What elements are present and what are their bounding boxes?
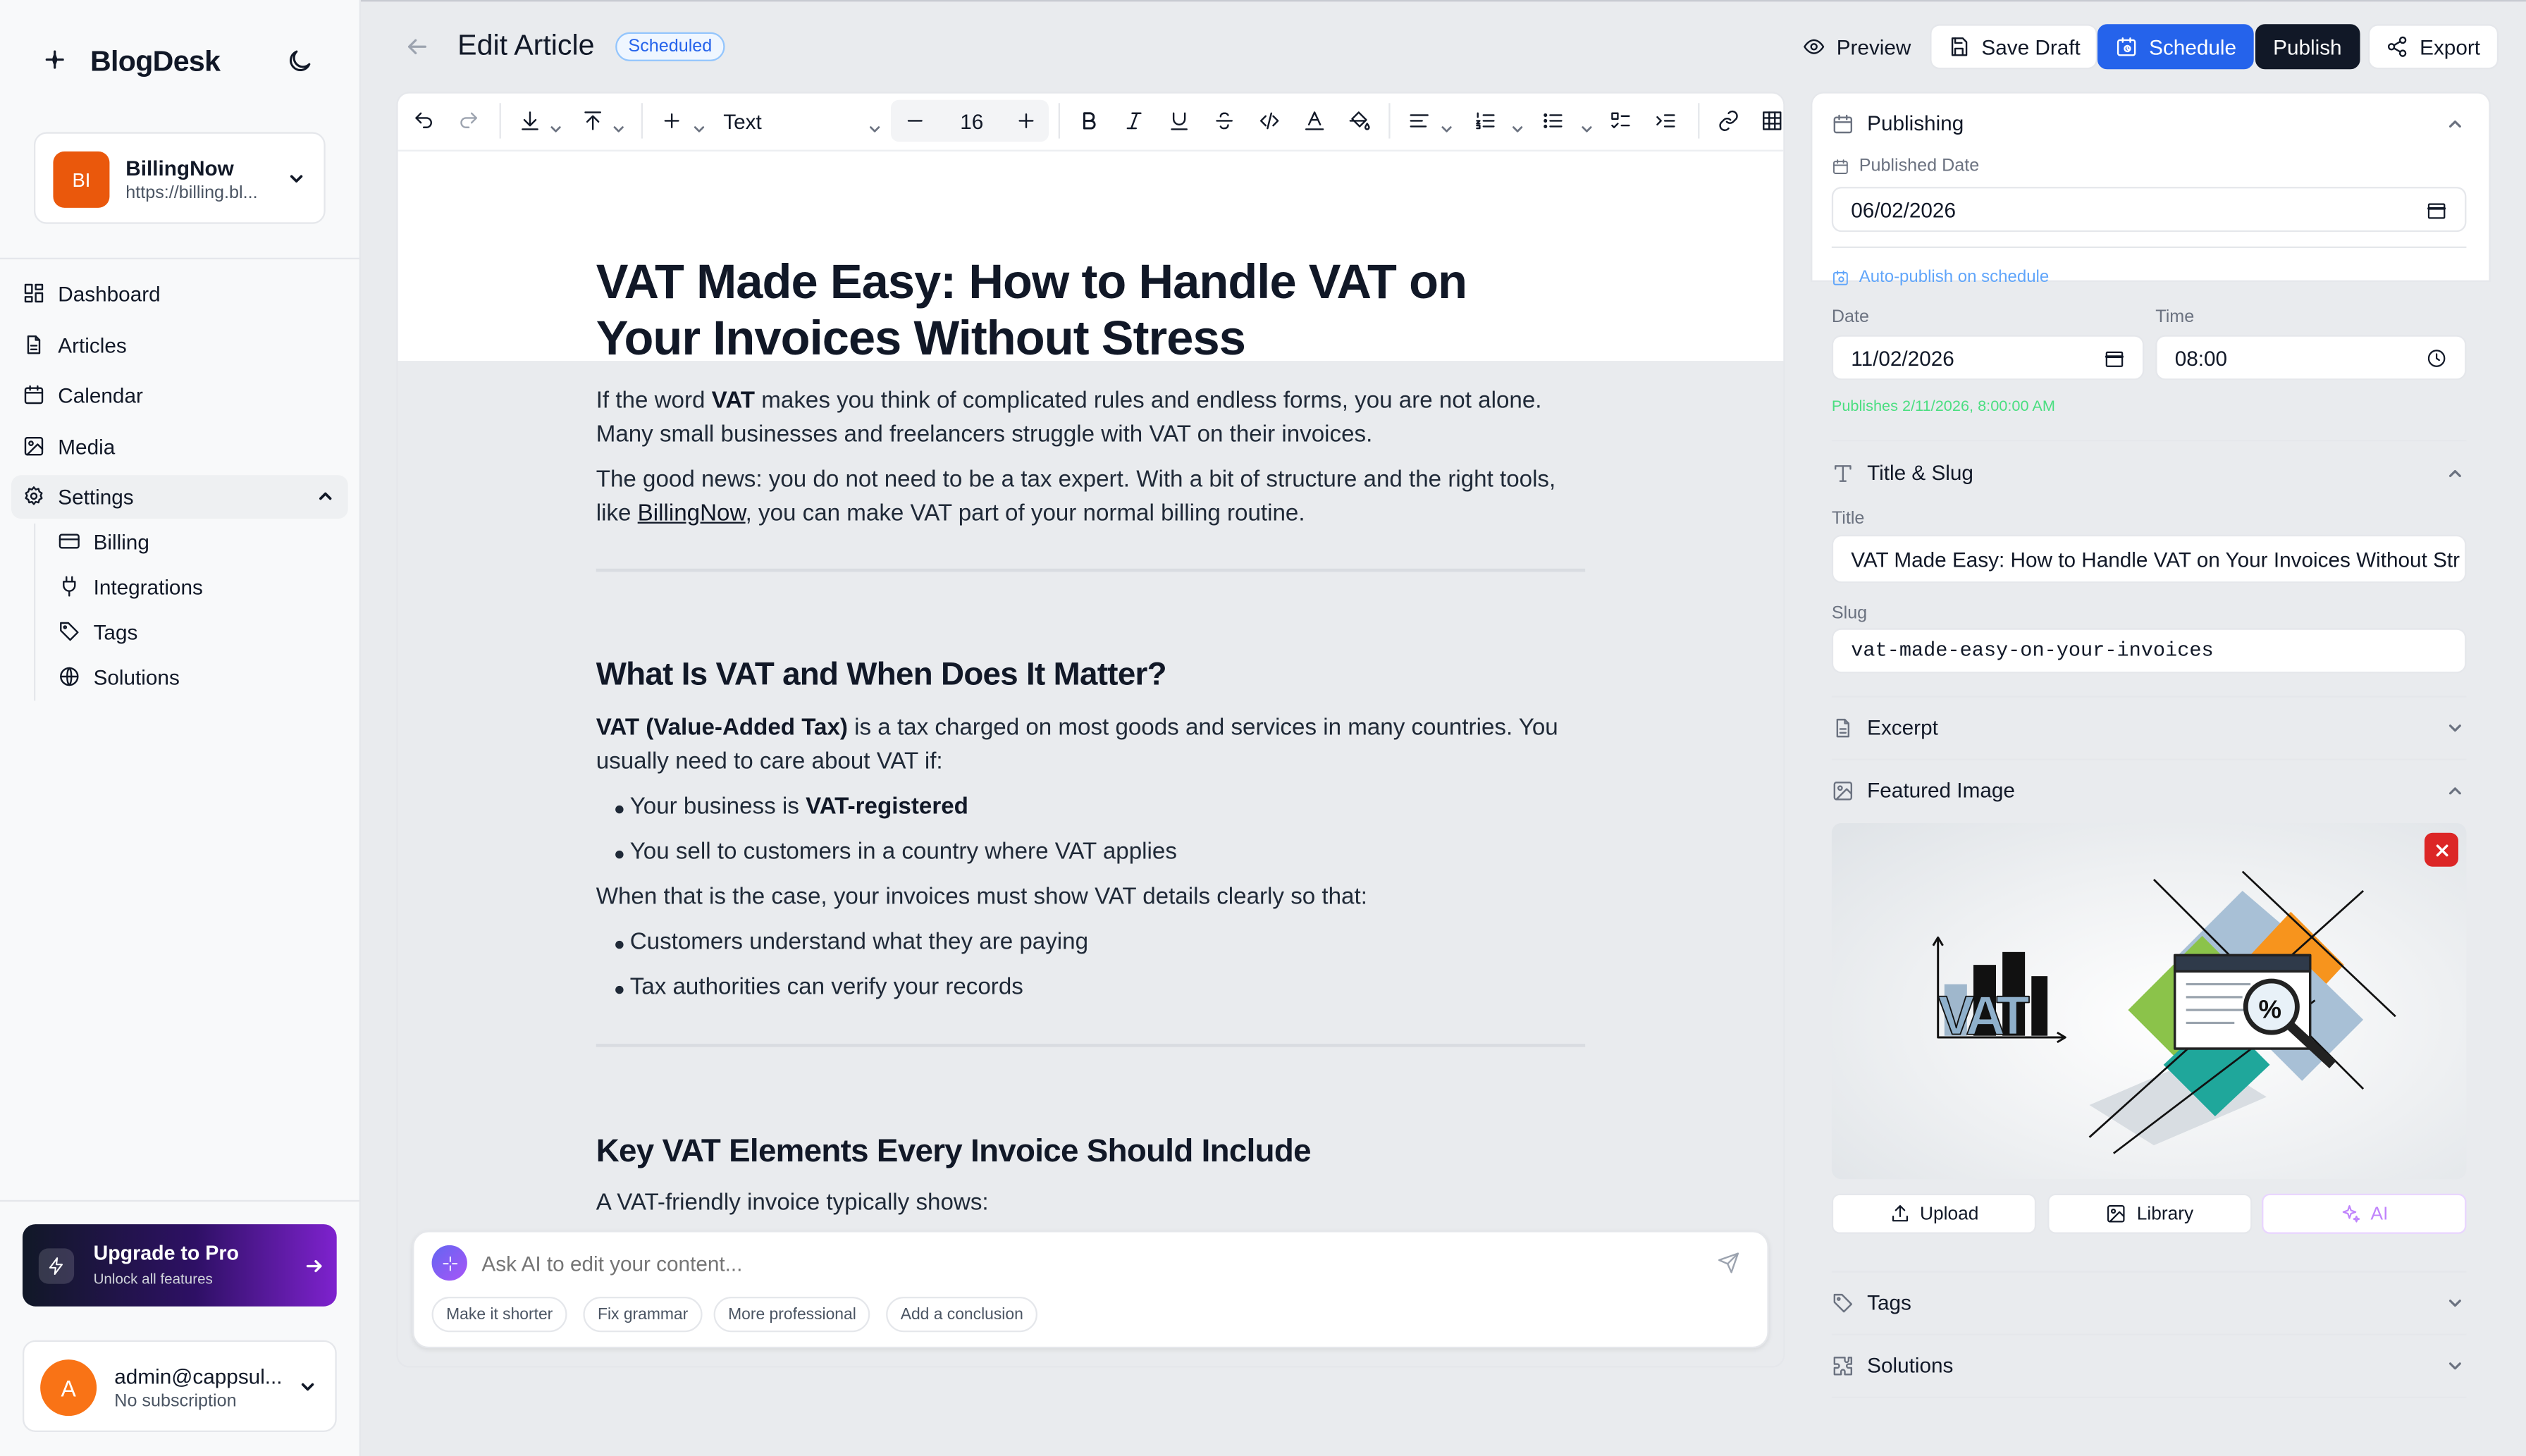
puzzle-icon [1832, 1354, 1854, 1376]
nav-dashboard-label: Dashboard [58, 280, 161, 306]
nav-billing-label: Billing [93, 529, 149, 554]
image-icon [1832, 779, 1854, 801]
send-icon[interactable] [1718, 1252, 1740, 1274]
save-icon [1947, 35, 1970, 58]
excerpt-section-header[interactable] [1832, 715, 1938, 739]
top-border [361, 0, 2526, 1]
bullet-icon [615, 806, 623, 813]
close-icon [2434, 841, 2450, 858]
nav-calendar[interactable] [23, 376, 143, 414]
calendar-icon [2426, 199, 2447, 221]
arrow-right-icon [304, 1257, 324, 1276]
chevron-down-icon [1511, 116, 1524, 129]
nav-solutions-label: Solutions [93, 664, 180, 689]
type-icon [1832, 462, 1854, 484]
toolbar-separator [1059, 103, 1060, 138]
eye-icon [1803, 35, 1825, 58]
text: The good news: you do not need to be a tax expert. With a bit of structure and the right tools, like [596, 467, 1556, 527]
preview-label: Preview [1836, 35, 1911, 59]
divider [1832, 759, 2467, 760]
text: Customers understand what they are paying [629, 929, 1089, 956]
vat-image-text: VAT [1937, 985, 2026, 1047]
solutions-title: Solutions [1867, 1352, 1954, 1378]
chevron-down-icon [868, 116, 881, 129]
file-text-icon [1832, 716, 1854, 739]
slug-label: Slug [1831, 604, 1868, 624]
calendar-clock-icon [2115, 35, 2138, 58]
workspace-selector[interactable] [34, 132, 326, 223]
sidebar [0, 0, 361, 1456]
upgrade-title: Upgrade to Pro [93, 1242, 239, 1265]
library-label: Library [2136, 1204, 2194, 1223]
schedule-time-value: 08:00 [2174, 345, 2228, 370]
sparkle-icon [42, 47, 68, 73]
title-input[interactable] [1832, 535, 2467, 584]
export-label: Export [2420, 35, 2481, 59]
time-label: Time [2155, 307, 2195, 327]
slug-input-value: vat-made-easy-on-your-invoices [1851, 639, 2214, 662]
schedule-button[interactable] [2097, 24, 2254, 69]
schedule-date-input[interactable] [1832, 335, 2144, 380]
upload-label: Upload [1920, 1204, 1979, 1223]
nav-settings[interactable] [23, 477, 134, 516]
publishing-section-header[interactable] [1832, 111, 1964, 135]
ai-image-button[interactable] [2262, 1194, 2466, 1234]
bold-text: VAT-registered [806, 794, 968, 820]
undo-icon[interactable] [412, 109, 435, 132]
minus-icon[interactable] [904, 109, 926, 132]
align-left-icon[interactable] [1408, 109, 1431, 132]
lightning-icon [39, 1248, 74, 1283]
divider [1832, 247, 2467, 248]
ai-sparkle-icon [432, 1245, 467, 1281]
article-title[interactable]: VAT Made Easy: How to Handle VAT on Your Invoices Without Stress [596, 256, 1467, 366]
text: makes you think of complicated rules and endless forms, you are not alone. Many small businesses and freelancers struggle with VAT on their invoices. [596, 388, 1542, 448]
user-email: admin@cappsul... [114, 1364, 283, 1389]
bold-text: VAT [711, 388, 756, 414]
chevron-down-icon[interactable] [2446, 1357, 2465, 1376]
preview-button[interactable] [1785, 24, 1929, 69]
bullet-list-icon[interactable] [1541, 109, 1564, 132]
submenu-line [34, 524, 35, 701]
divider [1832, 440, 2467, 441]
table-icon[interactable] [1761, 109, 1783, 132]
bullet-icon [615, 986, 623, 994]
title-label: Title [1831, 509, 1865, 529]
checklist-icon[interactable] [1609, 109, 1632, 132]
publishing-title: Publishing [1867, 111, 1964, 135]
chevron-up-icon[interactable] [2446, 114, 2465, 133]
nav-media-label: Media [58, 433, 116, 459]
download-icon[interactable] [519, 109, 541, 132]
calendar-icon [1832, 157, 1849, 175]
paragraph[interactable]: When that is the case, your invoices must show VAT details clearly so that: [596, 884, 1367, 911]
featured-image-section-header[interactable] [1832, 778, 2015, 802]
title-input-value: VAT Made Easy: How to Handle VAT on Your Invoices Without Str [1851, 546, 2460, 572]
redo-icon[interactable] [457, 109, 480, 132]
text: If the word [596, 388, 712, 414]
heading-2[interactable]: Key VAT Elements Every Invoice Should Include [596, 1134, 1311, 1170]
image-icon [23, 435, 45, 457]
chevron-up-icon[interactable] [2446, 464, 2465, 483]
toolbar-divider [398, 150, 1785, 152]
image-icon [2106, 1203, 2127, 1224]
chevron-up-icon[interactable] [2446, 782, 2465, 801]
chevron-down-icon[interactable] [2446, 718, 2465, 737]
ai-chip-shorter[interactable]: Make it shorter [432, 1297, 567, 1332]
nav-articles[interactable] [23, 326, 127, 364]
chevron-down-icon [1440, 116, 1453, 129]
ai-prompt-input[interactable] [481, 1248, 1673, 1277]
divider [1832, 696, 2467, 697]
dashboard-icon [23, 282, 45, 304]
nav-calendar-label: Calendar [58, 382, 143, 407]
upload-icon[interactable] [581, 109, 604, 132]
nav-integrations-label: Integrations [93, 574, 203, 599]
ai-image-label: AI [2370, 1204, 2389, 1223]
upgrade-subtitle: Unlock all features [93, 1271, 213, 1288]
indent-icon[interactable] [1654, 109, 1677, 132]
clock-icon [2426, 348, 2447, 369]
ai-chip-professional[interactable]: More professional [714, 1297, 871, 1332]
strikethrough-icon[interactable] [1213, 109, 1236, 132]
remove-image-button[interactable] [2425, 833, 2458, 867]
nav-integrations[interactable] [58, 569, 203, 604]
workspace-url: https://billing.bl... [125, 183, 258, 203]
chevron-down-icon[interactable] [2446, 1293, 2465, 1312]
ordered-list-icon[interactable] [1474, 109, 1496, 132]
title-slug-section-header[interactable] [1832, 461, 1973, 485]
paragraph[interactable] [596, 464, 1563, 531]
toolbar-separator [500, 103, 501, 138]
list-item[interactable] [630, 839, 1177, 865]
paragraph[interactable]: A VAT-friendly invoice typically shows: [596, 1190, 989, 1216]
italic-icon[interactable] [1123, 109, 1145, 132]
chevron-up-icon [316, 486, 335, 505]
text-color-icon[interactable] [1303, 109, 1326, 132]
font-size-value[interactable]: 16 [960, 109, 984, 134]
text: is a tax charged on most goods and services in many countries. You usually need to care about VAT if: [596, 715, 1558, 775]
calendar-clock-icon [1832, 269, 1849, 286]
status-badge: Scheduled [615, 32, 725, 61]
excerpt-title: Excerpt [1867, 715, 1938, 740]
toolbar-separator [1698, 103, 1699, 138]
slug-input[interactable] [1832, 628, 2467, 673]
horizontal-rule [596, 1044, 1585, 1047]
published-date-label: Published Date [1859, 156, 1980, 176]
chevron-down-icon [287, 169, 306, 188]
gear-icon [23, 485, 45, 507]
billingnow-link[interactable]: BillingNow [637, 500, 746, 527]
featured-image[interactable] [1832, 823, 2467, 1179]
tag-icon [58, 620, 80, 643]
tag-icon [1832, 1291, 1854, 1314]
calendar-icon [2104, 348, 2125, 369]
auto-publish-label: Auto-publish on schedule [1859, 267, 2050, 287]
bullet-icon [615, 851, 623, 858]
nav-dashboard[interactable] [23, 274, 161, 313]
ai-chip-grammar[interactable]: Fix grammar [583, 1297, 702, 1332]
nav-billing[interactable] [58, 524, 149, 559]
heading-2[interactable]: What Is VAT and When Does It Matter? [596, 657, 1166, 693]
schedule-time-input[interactable] [2155, 335, 2466, 380]
chevron-down-icon [549, 116, 562, 129]
block-type-select[interactable]: Text [723, 109, 762, 134]
export-button[interactable] [2368, 24, 2498, 69]
nav-media[interactable] [23, 427, 115, 466]
tags-title: Tags [1867, 1290, 1911, 1315]
nav-settings-label: Settings [58, 483, 134, 509]
paragraph[interactable] [596, 385, 1563, 452]
list-item[interactable] [630, 930, 1088, 956]
file-text-icon [23, 333, 45, 356]
save-draft-label: Save Draft [1981, 35, 2081, 59]
ai-chip-conclusion[interactable]: Add a conclusion [886, 1297, 1037, 1332]
upload-image-button[interactable] [1832, 1194, 2036, 1234]
upgrade-card[interactable] [23, 1224, 337, 1307]
published-date-label-row [1832, 156, 1979, 175]
divider [1832, 1397, 2467, 1398]
code-icon[interactable] [1258, 109, 1281, 132]
plug-icon [58, 575, 80, 598]
schedule-label: Schedule [2149, 35, 2237, 59]
credit-card-icon [58, 530, 80, 553]
paragraph[interactable] [596, 712, 1563, 779]
plus-icon[interactable] [1015, 109, 1037, 132]
published-date-input[interactable] [1832, 187, 2467, 232]
publish-label: Publish [2273, 35, 2342, 59]
vat-illustration [1832, 823, 2467, 1179]
nav-articles-label: Articles [58, 332, 127, 357]
chevron-down-icon [612, 116, 625, 129]
bold-text: VAT (Value-Added Tax) [596, 715, 848, 741]
user-menu[interactable] [23, 1340, 337, 1432]
globe-icon [58, 665, 80, 688]
text: Your business is [629, 794, 806, 820]
text: Tax authorities can verify your records [629, 974, 1023, 1001]
avatar: A [40, 1359, 97, 1416]
nav-solutions[interactable] [58, 659, 180, 694]
text: You sell to customers in a country where VAT applies [629, 839, 1177, 865]
featured-image-title: Featured Image [1867, 777, 2015, 803]
bold-icon[interactable] [1078, 109, 1100, 132]
svg-text:%: % [2258, 994, 2282, 1024]
title-slug-title: Title & Slug [1867, 460, 1973, 485]
text: , you can make VAT part of your normal billing routine. [745, 500, 1305, 527]
calendar-icon [1832, 112, 1854, 135]
page-title: Edit Article [457, 29, 595, 61]
publishes-note: Publishes 2/11/2026, 8:00:00 AM [1831, 397, 2055, 416]
underline-icon[interactable] [1168, 109, 1190, 132]
toolbar-separator [641, 103, 643, 138]
share-icon [2386, 35, 2408, 58]
date-label: Date [1831, 307, 1869, 327]
calendar-icon [23, 383, 45, 406]
list-item[interactable] [630, 975, 1023, 1001]
back-arrow-icon[interactable] [406, 35, 429, 58]
bullet-icon [615, 941, 623, 949]
divider [0, 258, 361, 259]
nav-tags[interactable] [58, 614, 137, 649]
moon-icon[interactable] [285, 47, 314, 75]
workspace-name: BillingNow [125, 156, 234, 180]
divider [0, 1200, 361, 1202]
user-plan: No subscription [114, 1391, 237, 1412]
chevron-down-icon [693, 116, 706, 129]
save-draft-button[interactable] [1930, 24, 2098, 69]
toolbar-separator [1388, 103, 1390, 138]
divider [1832, 1271, 2467, 1272]
plus-icon[interactable] [660, 109, 683, 132]
chevron-down-icon [298, 1377, 317, 1396]
nav-tags-label: Tags [93, 619, 138, 644]
tags-section-header[interactable] [1832, 1290, 1911, 1314]
app-logo-text: BlogDesk [90, 44, 221, 78]
library-button[interactable] [2047, 1194, 2252, 1234]
sparkles-icon [2340, 1203, 2361, 1224]
chevron-down-icon [1580, 116, 1593, 129]
auto-publish-toggle[interactable] [1832, 267, 2049, 286]
horizontal-rule [596, 569, 1585, 572]
schedule-date-value: 11/02/2026 [1851, 345, 1954, 370]
workspace-avatar: BI [53, 152, 109, 208]
paint-bucket-icon[interactable] [1348, 109, 1371, 132]
published-date-value: 06/02/2026 [1851, 197, 1957, 222]
list-item[interactable] [630, 794, 968, 820]
divider [1832, 1334, 2467, 1335]
publish-button[interactable] [2255, 24, 2360, 69]
solutions-section-header[interactable] [1832, 1353, 1954, 1377]
upload-icon [1890, 1203, 1911, 1224]
link-icon[interactable] [1718, 109, 1740, 132]
